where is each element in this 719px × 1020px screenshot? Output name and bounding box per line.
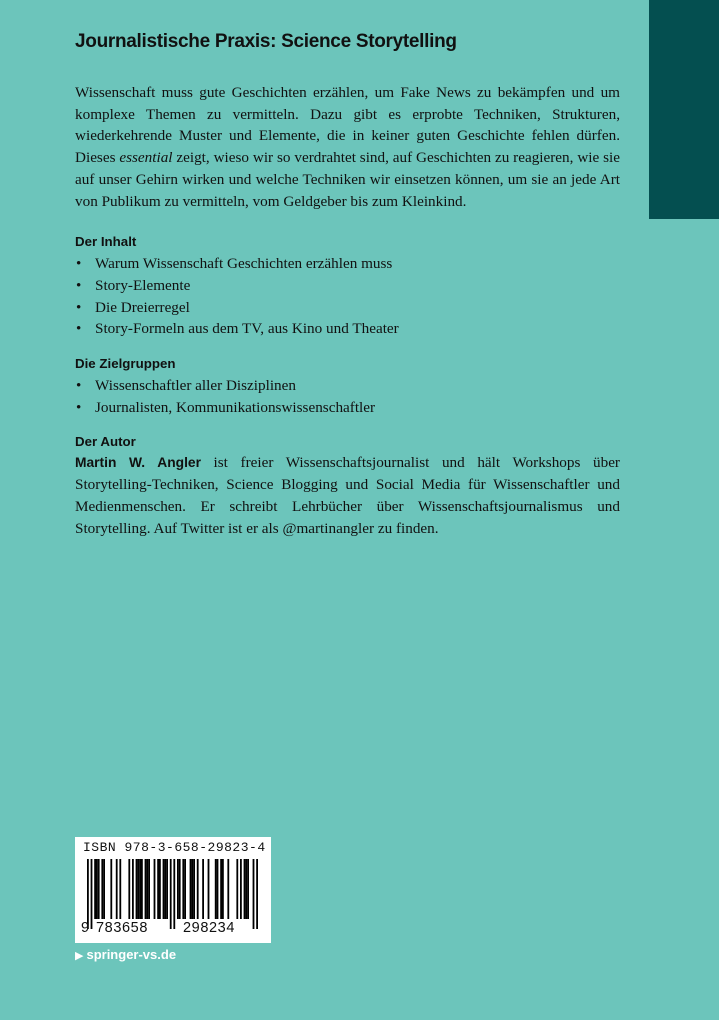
barcode-bar <box>96 859 98 919</box>
arrow-right-icon: ▶ <box>75 950 84 962</box>
barcode-bar <box>110 859 112 919</box>
barcode-bar <box>159 859 161 919</box>
bullet-icon: • <box>76 377 82 395</box>
barcode-bar <box>132 859 134 919</box>
barcode-bar <box>247 859 249 919</box>
barcode-bar <box>98 859 100 919</box>
bullet-icon: • <box>76 298 82 316</box>
barcode-guard-bar <box>91 859 93 929</box>
section-zielgruppen <box>75 354 620 418</box>
book-description <box>75 82 620 212</box>
barcode-bar <box>119 859 121 919</box>
barcode-bar <box>193 859 195 919</box>
barcode-bar <box>197 859 199 919</box>
barcode-bar <box>137 859 139 919</box>
bullet-icon: • <box>76 255 82 273</box>
list-item <box>75 318 620 340</box>
description-text-1: Wissenschaft muss gute Geschichten erzählen, um Fake News zu bekämpfen und um komplexe Themen zu vermitteln. Dazu gibt es erprobte Techniken, Strukturen, wiederkehrende Muster und Elemente, die in keiner guten Geschichte fehlen dürfen. Dieses <box>75 84 620 167</box>
barcode-bar <box>148 859 150 919</box>
inhalt-list <box>75 253 620 340</box>
barcode-bar <box>244 859 246 919</box>
barcode-bar <box>184 859 186 919</box>
barcode-bar <box>208 859 210 919</box>
barcode-bar <box>217 859 219 919</box>
list-item-text: Journalisten, Kommunikationswissenschaftler <box>95 398 376 416</box>
author-bio <box>75 452 620 539</box>
ean-first-digit: 9 <box>81 920 90 936</box>
ean-left-group: 783658 <box>96 920 148 936</box>
decorative-side-bar <box>649 0 719 219</box>
barcode-bar <box>146 859 148 919</box>
barcode-guard-bar <box>170 859 172 929</box>
barcode-bar <box>136 859 138 919</box>
barcode-guard-bar <box>256 859 258 929</box>
barcode-bar <box>202 859 204 919</box>
list-item-text: Story-Formeln aus dem TV, aus Kino und Theater <box>95 320 399 338</box>
list-item <box>75 397 620 419</box>
website-text: springer-vs.de <box>86 947 177 962</box>
description-text-2: zeigt, wieso wir so verdrahtet sind, auf Geschichten zu reagieren, wie sie auf unser Gehirn wirken und welche Techniken wir einsetzen können, um sie an jede Art von Publikum zu vermitteln, vom Geldgeber bis zum Kleinkind. <box>75 149 620 210</box>
list-item-text: Story-Elemente <box>95 276 191 294</box>
list-item-text: Wissenschaftler aller Disziplinen <box>95 377 296 395</box>
barcode-bar <box>182 859 184 919</box>
list-item-text: Die Dreierregel <box>95 298 190 316</box>
barcode-guard-bar <box>87 859 89 929</box>
back-cover-content <box>75 28 620 539</box>
ean-right-group: 298234 <box>183 920 235 936</box>
list-item <box>75 253 620 275</box>
barcode-bar <box>177 859 179 919</box>
book-title: Journalistische Praxis: Science Storytelling <box>75 31 457 52</box>
barcode-bar <box>154 859 156 919</box>
barcode-bar <box>215 859 217 919</box>
barcode-bar <box>166 859 168 919</box>
description-emphasis: essential <box>119 149 173 167</box>
list-item <box>75 275 620 297</box>
barcode-bar <box>163 859 165 919</box>
barcode-bar <box>220 859 222 919</box>
section-heading-autor: Der Autor <box>75 434 136 450</box>
barcode-bar <box>227 859 229 919</box>
bullet-icon: • <box>76 320 82 338</box>
section-heading-inhalt: Der Inhalt <box>75 234 137 250</box>
list-item <box>75 375 620 397</box>
publisher-website[interactable] <box>75 947 176 962</box>
barcode-bar <box>190 859 192 919</box>
barcode-bar <box>128 859 130 919</box>
isbn-barcode <box>75 837 271 943</box>
barcode-bar <box>157 859 159 919</box>
section-autor <box>75 432 620 539</box>
barcode-bar <box>236 859 238 919</box>
barcode-bar <box>101 859 103 919</box>
zielgruppen-list <box>75 375 620 418</box>
barcode-guard-bar <box>253 859 255 929</box>
barcode-bar <box>179 859 181 919</box>
barcode-bar <box>245 859 247 919</box>
barcode-bar <box>164 859 166 919</box>
barcode-bar <box>141 859 143 919</box>
section-inhalt <box>75 232 620 340</box>
list-item <box>75 297 620 319</box>
barcode-bar <box>145 859 147 919</box>
barcode-guard-bar <box>173 859 175 929</box>
isbn-label: ISBN 978-3-658-29823-4 <box>83 840 266 855</box>
barcode-bar <box>139 859 141 919</box>
barcode-bar <box>222 859 224 919</box>
author-name: Martin W. Angler <box>75 455 201 471</box>
list-item-text: Warum Wissenschaft Geschichten erzählen muss <box>95 255 393 273</box>
barcode-bar <box>103 859 105 919</box>
bullet-icon: • <box>76 276 82 294</box>
barcode-bar <box>94 859 96 919</box>
section-heading-zielgruppen: Die Zielgruppen <box>75 356 176 372</box>
barcode-bar <box>191 859 193 919</box>
barcode-bar <box>240 859 242 919</box>
author-bio-text: ist freier Wissenschaftsjournalist und hält Workshops über Storytelling-Techniken, Science Blogging und Social Media für Wissenschaftler und Medienmenschen. Er schreibt Lehrbücher über Wissenschaftsjournalismus und Storytelling. Auf Twitter ist er als @martinangler zu finden. <box>75 454 620 537</box>
barcode-bar <box>116 859 118 919</box>
bullet-icon: • <box>76 398 82 416</box>
